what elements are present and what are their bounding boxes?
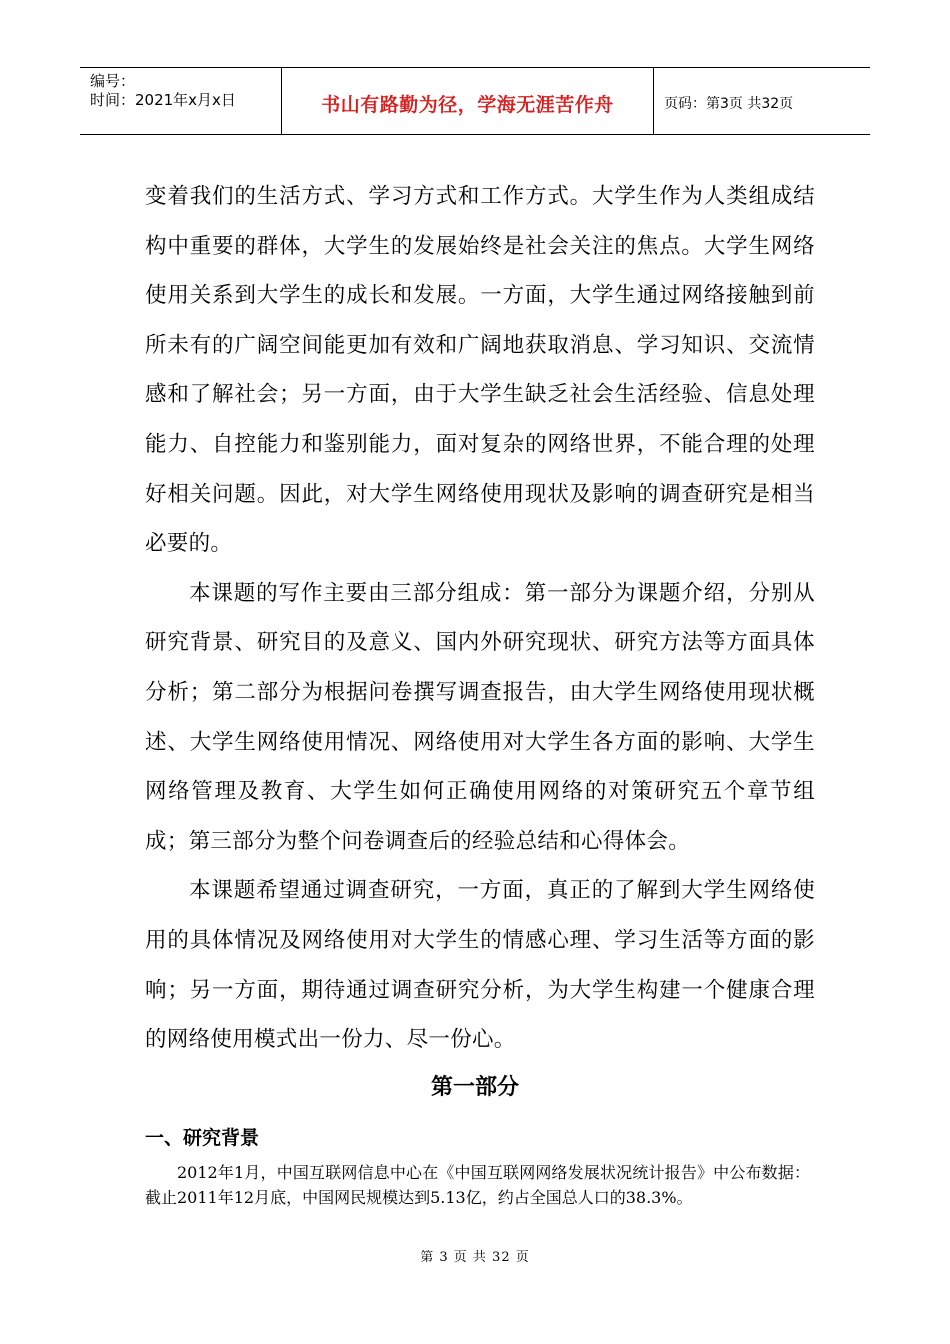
background-paragraph: 2012年1月，中国互联网信息中心在《中国互联网网络发展状况统计报告》中公布数据：截止2011年12月底，中国网民规模达到5.13亿，约占全国总人口的38.3%。: [145, 1163, 810, 1207]
header-motto-cell: [282, 68, 654, 134]
body-paragraph-1: 变着我们的生活方式、学习方式和工作方式。大学生作为人类组成结构中重要的群体，大学生的发展始终是社会关注的焦点。大学生网络使用关系到大学生的成长和发展。一方面，大学生通过网络接触到前所未有的广阔空间能更加有效和广阔地获取消息、学习知识、交流情感和了解社会；另一方面，由于大学生缺乏社会生活经验、信息处理能力、自控能力和鉴别能力，面对复杂的网络世界，不能合理的处理好相关问题。因此，对大学生网络使用现状及影响的调查研究是相当必要的。: [145, 184, 815, 557]
header-meta: [80, 68, 282, 134]
body-paragraph-2: 本课题的写作主要由三部分组成：第一部分为课题介绍，分别从研究背景、研究目的及意义、国内外研究现状、研究方法等方面具体分析；第二部分为根据问卷撰写调查报告，由大学生网络使用现状概述、大学生网络使用情况、网络使用对大学生各方面的影响、大学生网络管理及教育、大学生如何正确使用网络的对策研究五个章节组成；第三部分为整个问卷调查后的经验总结和心得体会。: [145, 580, 815, 854]
header-motto: 书山有路勤为径，学海无涯苦作舟: [321, 93, 614, 116]
subsection-title: 一、研究背景: [145, 1127, 260, 1149]
document-time-label: 时间：2021年x月x日: [90, 91, 236, 109]
page-footer: 第 3 页 共 32 页: [420, 1250, 530, 1265]
body-paragraph-3: 本课题希望通过调查研究，一方面，真正的了解到大学生网络使用的具体情况及网络使用对大学生的情感心理、学习生活等方面的影响；另一方面，期待通过调查研究分析，为大学生构建一个健康合理的网络使用模式出一份力、尽一份心。: [145, 878, 815, 1053]
page-header: [80, 67, 870, 135]
section-title: 第一部分: [430, 1075, 519, 1100]
document-body: [145, 172, 815, 1065]
document-number-label: 编号：: [90, 72, 136, 90]
header-page-info: 页码：第3页 共32页: [664, 96, 794, 112]
